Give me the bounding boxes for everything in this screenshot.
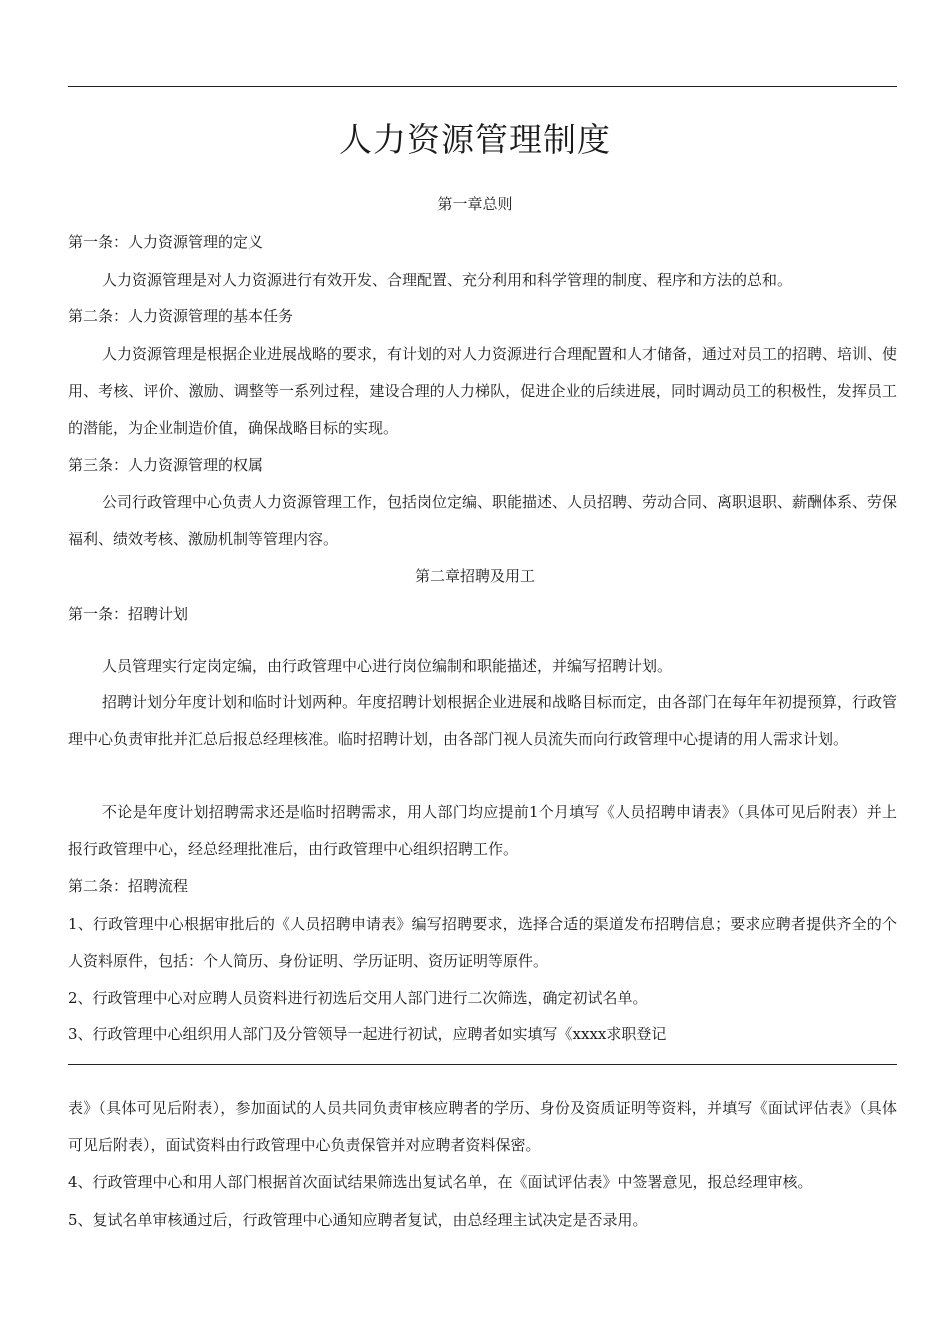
page-break-rule <box>68 1064 897 1065</box>
article-paragraph: 人员管理实行定岗定编，由行政管理中心进行岗位编制和职能描述，并编写招聘计划。 <box>102 657 673 675</box>
process-step: 5、复试名单审核通过后，行政管理中心通知应聘者复试，由总经理主试决定是否录用。 <box>68 1211 648 1229</box>
process-step-continued: 表》（具体可见后附表），参加面试的人员共同负责审核应聘者的学历、身份及资质证明等资料，并填写《面试评估表》（具体可见后附表），面试资料由行政管理中心负责保管并对应聘者资料保密。 <box>68 1099 897 1154</box>
article-heading: 第三条：人力资源管理的权属 <box>68 456 264 474</box>
chapter-heading: 第一章总则 <box>437 195 513 213</box>
article-paragraph: 招聘计划分年度计划和临时计划两种。年度招聘计划根据企业进展和战略目标而定，由各部门在每年年初提预算，行政管理中心负责审批并汇总后报总经理核准。临时招聘计划，由各部门视人员流失而向行政管理中心提请的用人需求计划。 <box>68 693 898 748</box>
process-step: 4、行政管理中心和用人部门根据首次面试结果筛选出复试名单，在《面试评估表》中签署意见，报总经理审核。 <box>68 1173 813 1191</box>
article-heading: 第一条：招聘计划 <box>68 605 189 623</box>
header-rule <box>68 86 897 87</box>
process-step: 3、行政管理中心组织用人部门及分管领导一起进行初试，应聘者如实填写《xxxx求职登记 <box>68 1025 667 1043</box>
article-paragraph: 人力资源管理是根据企业进展战略的要求，有计划的对人力资源进行合理配置和人才储备，通过对员工的招聘、培训、使用、考核、评价、激励、调整等一系列过程，建设合理的人力梯队，促进企业的后续进展，同时调动员工的积极性，发挥员工的潜能，为企业制造价值，确保战略目标的实现。 <box>68 345 898 437</box>
page-title: 人力资源管理制度 <box>339 120 611 159</box>
process-step: 1、行政管理中心根据审批后的《人员招聘申请表》编写招聘要求，选择合适的渠道发布招聘信息；要求应聘者提供齐全的个人资料原件，包括：个人简历、身份证明、学历证明、资历证明等原件。 <box>68 915 897 970</box>
article-paragraph: 人力资源管理是对人力资源进行有效开发、合理配置、充分利用和科学管理的制度、程序和方法的总和。 <box>102 271 793 289</box>
article-paragraph: 公司行政管理中心负责人力资源管理工作，包括岗位定编、职能描述、人员招聘、劳动合同、离职退职、薪酬体系、劳保福利、绩效考核、激励机制等管理内容。 <box>68 493 898 548</box>
article-paragraph: 不论是年度计划招聘需求还是临时招聘需求，用人部门均应提前1个月填写《人员招聘申请表》（具体可见后附表）并上报行政管理中心，经总经理批准后，由行政管理中心组织招聘工作。 <box>68 803 897 858</box>
article-heading: 第二条：人力资源管理的基本任务 <box>68 307 294 325</box>
article-heading: 第二条：招聘流程 <box>68 877 189 895</box>
article-heading: 第一条：人力资源管理的定义 <box>68 233 264 251</box>
chapter-heading: 第二章招聘及用工 <box>414 567 535 585</box>
process-step: 2、行政管理中心对应聘人员资料进行初选后交用人部门进行二次筛选，确定初试名单。 <box>68 989 648 1007</box>
